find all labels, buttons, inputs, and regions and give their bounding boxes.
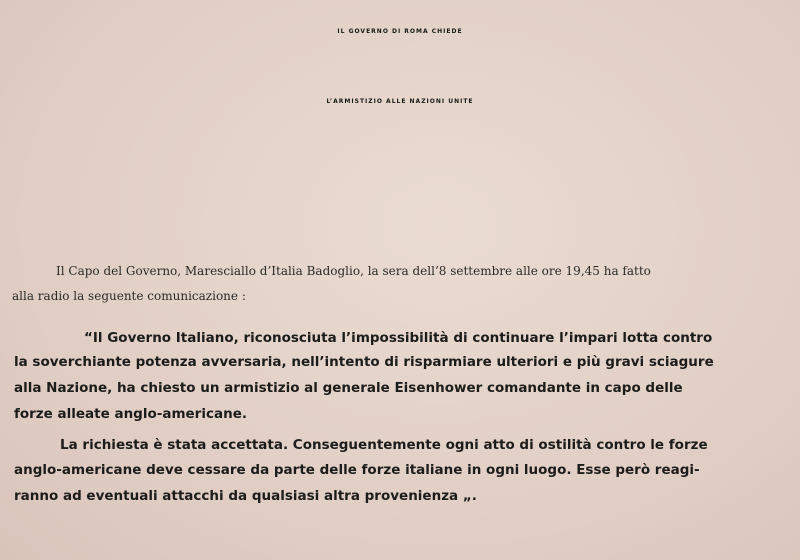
communique-line-7: ranno ad eventuali attacchi da qualsiasi altra provenienza „. [14, 488, 477, 504]
communique-line-1: “Il Governo Italiano, riconosciuta l’impossibilità di continuare l’impari lotta contro [84, 330, 713, 346]
intro-line-1: Il Capo del Governo, Maresciallo d’Italia Badoglio, la sera dell’8 settembre alle ore 19,45 ha fatto [56, 264, 651, 278]
intro-line-2: alla radio la seguente comunicazione : [12, 289, 246, 303]
communique-line-6: anglo-americane deve cessare da parte delle forze italiane in ogni luogo. Esse però reagi- [14, 462, 700, 478]
headline-line-1: IL GOVERNO DI ROMA CHIEDE [337, 28, 463, 35]
communique-line-3: alla Nazione, ha chiesto un armistizio al generale Eisenhower comandante in capo delle [14, 380, 683, 396]
headline-line-2: L’ARMISTIZIO ALLE NAZIONI UNITE [326, 98, 474, 105]
communique-line-5: La richiesta è stata accettata. Conseguentemente ogni atto di ostilità contro le forze [60, 437, 708, 453]
communique-line-4: forze alleate anglo-americane. [14, 406, 247, 422]
communique-line-2: la soverchiante potenza avversaria, nell’intento di risparmiare ulteriori e più gravi sciagure [14, 354, 714, 370]
